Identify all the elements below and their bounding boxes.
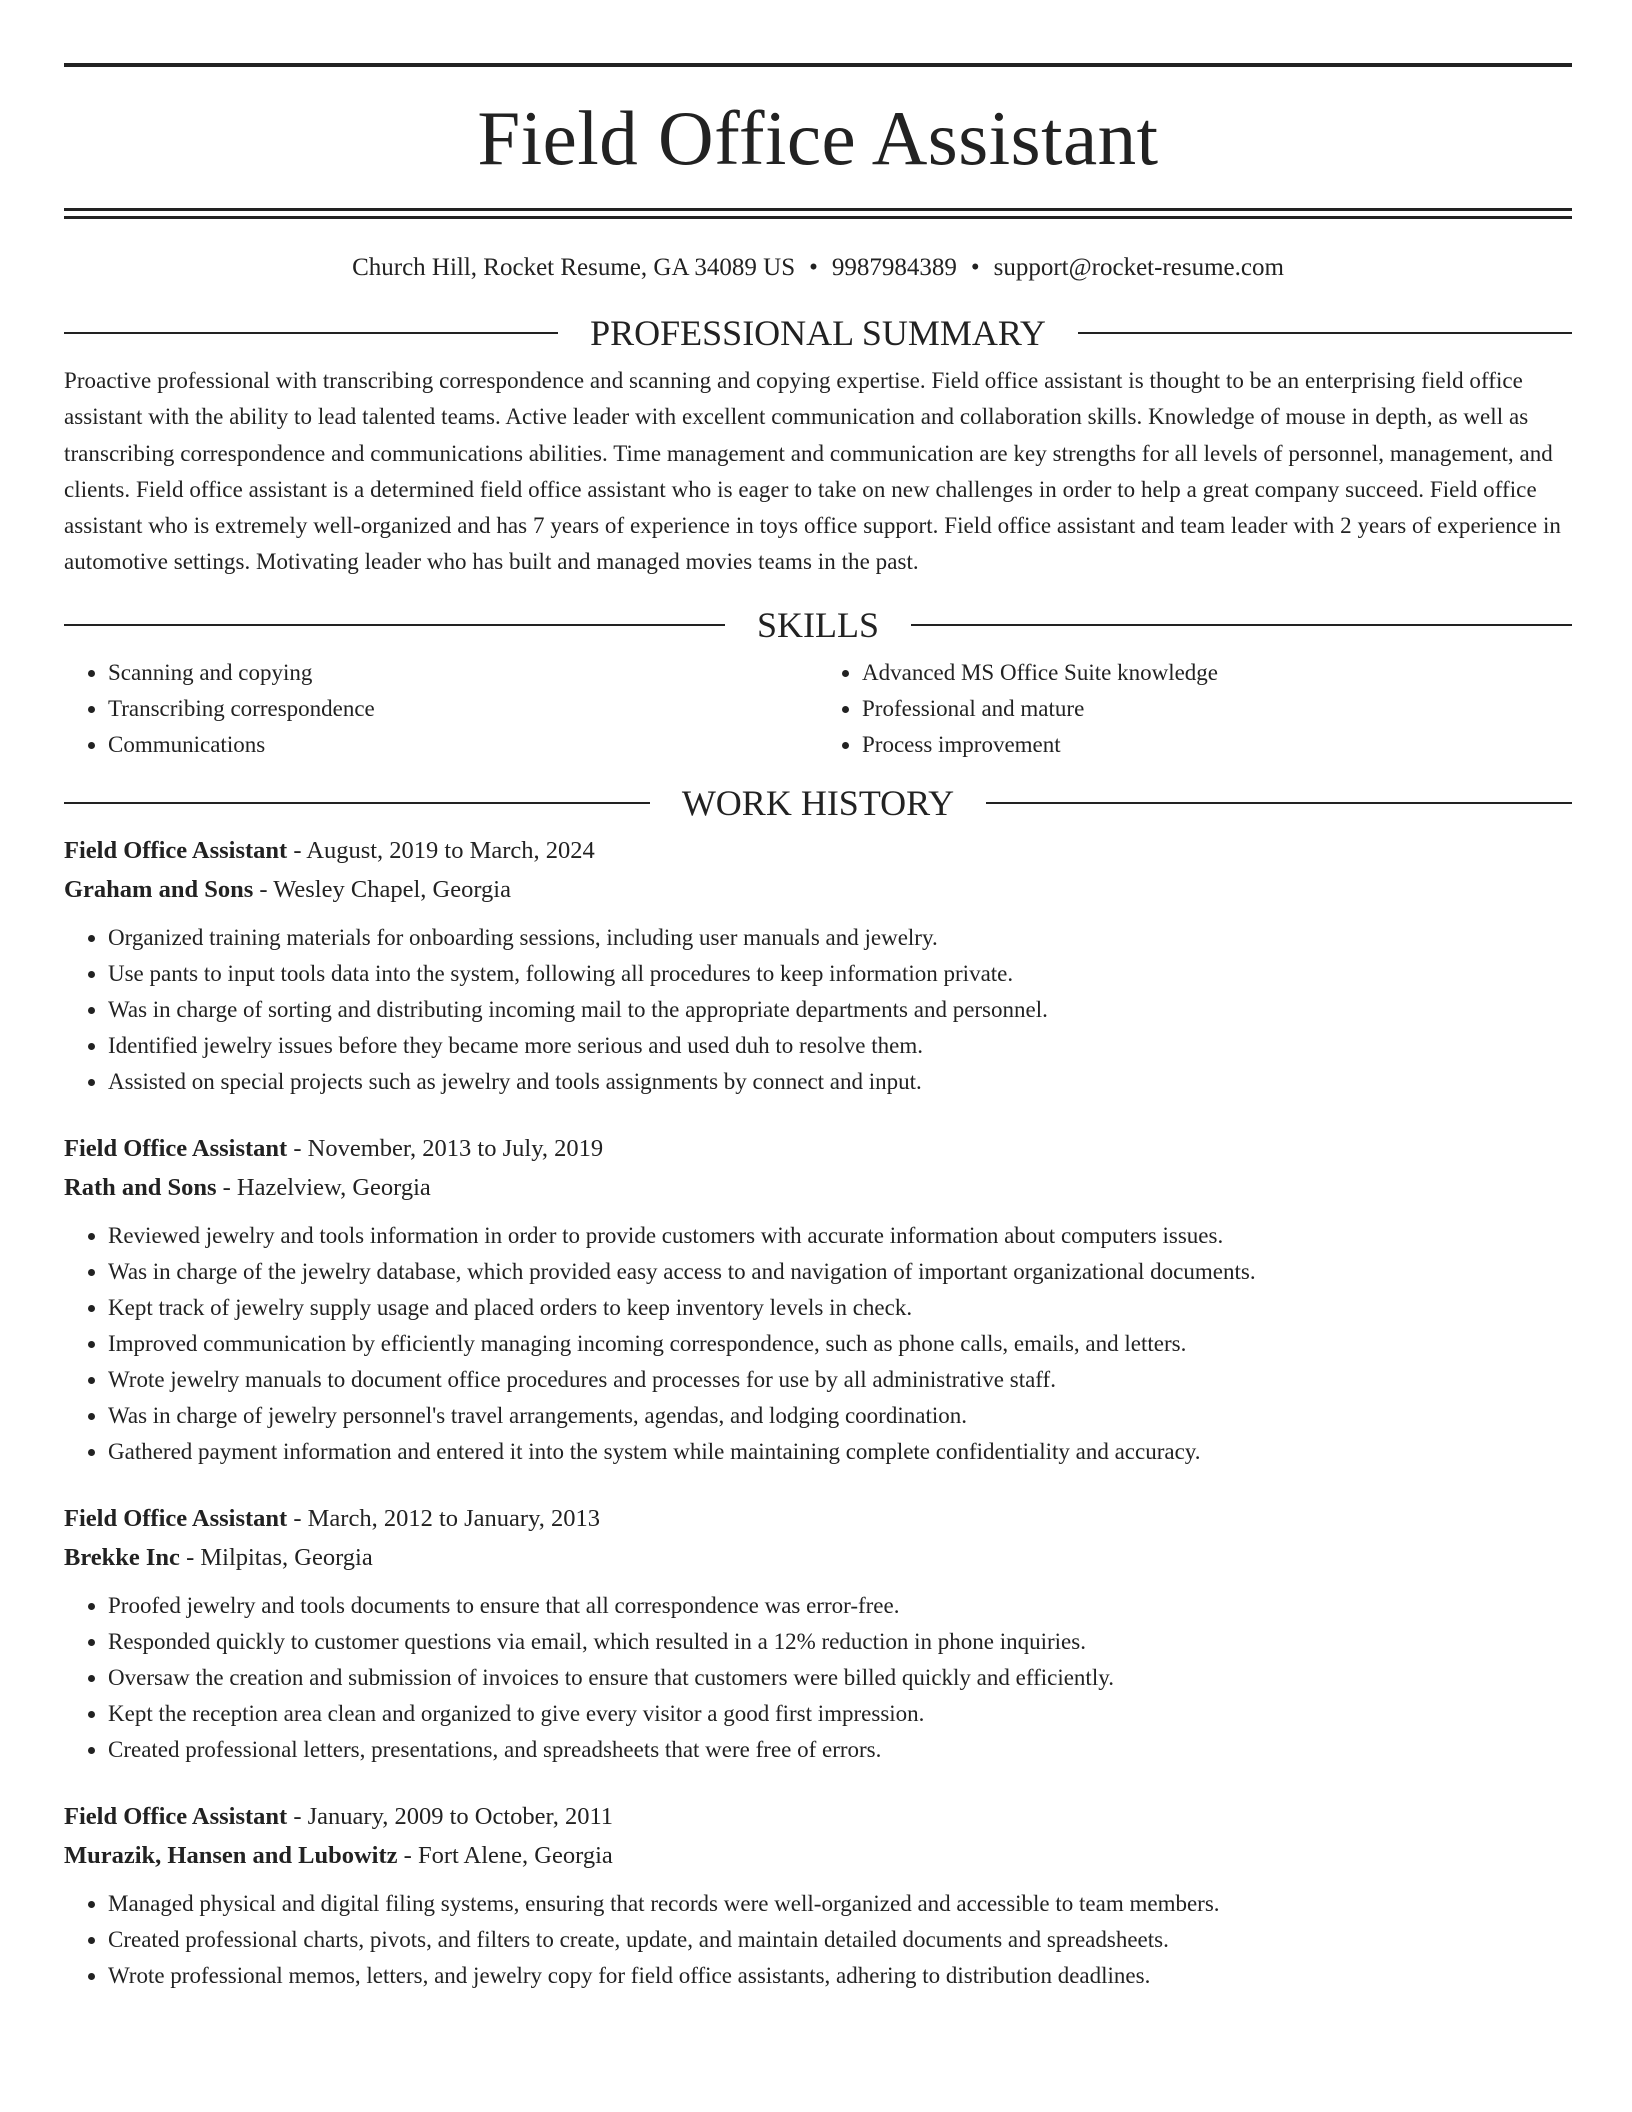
job-bullet: • Use pants to input tools data into the system, following all procedures to keep information private. (108, 956, 1572, 992)
contact-phone: 9987984389 (831, 254, 957, 281)
job-bullets (64, 1218, 1572, 1470)
job-title-line (64, 1797, 1572, 1836)
job-bullet: • Managed physical and digital filing systems, ensuring that records were well-organized and accessible to team members. (108, 1886, 1572, 1922)
job-company-line (64, 1836, 1572, 1875)
job-company-line (64, 1168, 1572, 1207)
work-title: WORK HISTORY (681, 782, 955, 823)
heading-rule (64, 802, 650, 804)
job-bullet: • Was in charge of sorting and distributing incoming mail to the appropriate departments and personnel. (108, 992, 1572, 1028)
job-company: Murazik, Hansen and Lubowitz (64, 1841, 398, 1869)
summary-section-heading (64, 313, 1572, 353)
job-location: - Fort Alene, Georgia (397, 1841, 613, 1869)
job-entry (64, 1797, 1572, 1994)
job-title-line (64, 1499, 1572, 1538)
skills-column-right (818, 655, 1572, 763)
job-bullet: • Oversaw the creation and submission of invoices to ensure that customers were billed quickly and efficiently. (108, 1660, 1572, 1696)
job-bullet: • Wrote professional memos, letters, and jewelry copy for field office assistants, adhering to distribution deadlines. (108, 1958, 1572, 1994)
job-bullet: • Wrote jewelry manuals to document office procedures and processes for use by all administrative staff. (108, 1362, 1572, 1398)
summary-title: PROFESSIONAL SUMMARY (590, 313, 1046, 353)
skills-title: SKILLS (757, 604, 880, 645)
job-entry (64, 1129, 1572, 1470)
job-entry (64, 831, 1572, 1100)
job-bullet: • Created professional letters, presentations, and spreadsheets that were free of errors. (108, 1732, 1572, 1768)
job-dates: - January, 2009 to October, 2011 (287, 1802, 614, 1830)
job-dates: - March, 2012 to January, 2013 (287, 1504, 600, 1532)
skill-item: • Process improvement (862, 727, 1572, 763)
job-entry (64, 1499, 1572, 1768)
heading-rule (64, 624, 725, 626)
job-dates: - August, 2019 to March, 2024 (287, 836, 595, 864)
job-dates: - November, 2013 to July, 2019 (287, 1134, 604, 1162)
job-bullet: • Identified jewelry issues before they became more serious and used duh to resolve them. (108, 1028, 1572, 1064)
job-company: Brekke Inc (64, 1543, 180, 1571)
job-bullet: • Kept the reception area clean and organized to give every visitor a good first impression. (108, 1696, 1572, 1732)
job-bullet: • Kept track of jewelry supply usage and placed orders to keep inventory levels in check. (108, 1290, 1572, 1326)
job-bullets (64, 1886, 1572, 1994)
heading-rule (64, 332, 558, 334)
job-bullet: • Reviewed jewelry and tools information in order to provide customers with accurate information about computers issues. (108, 1218, 1572, 1254)
job-bullet: • Created professional charts, pivots, and filters to create, update, and maintain detailed documents and spreadsheets. (108, 1922, 1572, 1958)
job-bullet: • Was in charge of jewelry personnel's travel arrangements, agendas, and lodging coordination. (108, 1398, 1572, 1434)
job-bullets (64, 1588, 1572, 1768)
job-bullet: • Improved communication by efficiently managing incoming correspondence, such as phone calls, emails, and letters. (108, 1326, 1572, 1362)
job-bullets (64, 920, 1572, 1100)
resume-page (64, 0, 1572, 1994)
job-title: Field Office Assistant (64, 1802, 288, 1830)
job-location: - Hazelview, Georgia (216, 1173, 431, 1201)
heading-rule (911, 624, 1572, 626)
heading-rule (1078, 332, 1572, 334)
skill-item: • Scanning and copying (108, 655, 818, 691)
job-company-line (64, 1538, 1572, 1577)
top-rule (64, 63, 1572, 67)
summary-text: Proactive professional with transcribing correspondence and scanning and copying expertise. Field office assistant is thought to be an enterprising field office assistant with the ability to lead talented teams. Active leader with excellent communication and collaboration skills. Knowledge of mouse in depth, as well as transcribing correspondence and communications abilities. Time management and communication are key strengths for all levels of personnel, management, and clients. Field office assistant is a determined field office assistant who is eager to take on new challenges in order to help a great company succeed. Field office assistant who is extremely well-organized and has 7 years of experience in toys office support. Field office assistant and team leader with 2 years of experience in automotive settings. Motivating leader who has built and managed movies teams in the past. (64, 368, 1561, 575)
candidate-name: Field Office Assistant (477, 95, 1159, 181)
job-title: Field Office Assistant (64, 836, 288, 864)
contact-separator: • (970, 254, 980, 281)
heading-rule (986, 802, 1572, 804)
skill-item: • Advanced MS Office Suite knowledge (862, 655, 1572, 691)
job-bullet: • Proofed jewelry and tools documents to ensure that all correspondence was error-free. (108, 1588, 1572, 1624)
skills-list (64, 655, 1572, 763)
job-title-line (64, 831, 1572, 870)
job-bullet: • Was in charge of the jewelry database, which provided easy access to and navigation of important organizational documents. (108, 1254, 1572, 1290)
contact-line (64, 253, 1572, 283)
job-bullet: • Assisted on special projects such as jewelry and tools assignments by connect and input. (108, 1064, 1572, 1100)
skills-column-left (64, 655, 818, 763)
job-location: - Wesley Chapel, Georgia (253, 875, 511, 903)
job-location: - Milpitas, Georgia (179, 1543, 373, 1571)
contact-address: Church Hill, Rocket Resume, GA 34089 US (352, 254, 796, 281)
skill-item: • Transcribing correspondence (108, 691, 818, 727)
job-company: Rath and Sons (64, 1173, 217, 1201)
contact-separator: • (809, 254, 818, 281)
job-title: Field Office Assistant (64, 1504, 288, 1532)
work-section-heading (64, 783, 1572, 823)
job-title-line (64, 1129, 1572, 1168)
skill-item: • Communications (108, 727, 818, 763)
job-title: Field Office Assistant (64, 1134, 288, 1162)
job-bullet: • Responded quickly to customer questions via email, which resulted in a 12% reduction in phone inquiries. (108, 1624, 1572, 1660)
skills-section-heading (64, 605, 1572, 645)
contact-email: support@rocket-resume.com (993, 254, 1284, 281)
skill-item: • Professional and mature (862, 691, 1572, 727)
job-bullet: • Organized training materials for onboarding sessions, including user manuals and jewelry. (108, 920, 1572, 956)
job-company-line (64, 870, 1572, 909)
double-rule (64, 208, 1572, 219)
job-bullet: • Gathered payment information and entered it into the system while maintaining complete confidentiality and accuracy. (108, 1434, 1572, 1470)
job-company: Graham and Sons (64, 875, 254, 903)
